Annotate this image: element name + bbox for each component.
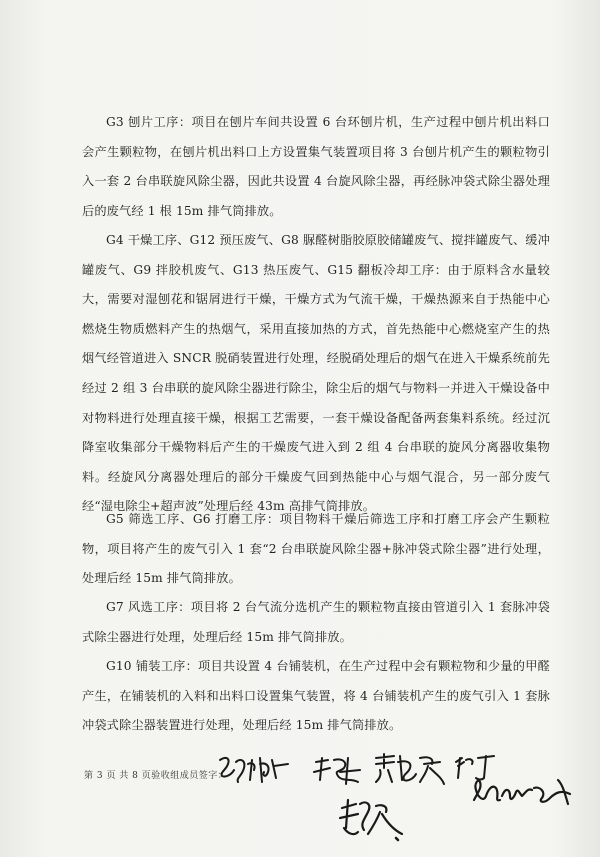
paragraph-g7: G7 风选工序：项目将 2 台气流分选机产生的颗粒物直接由管道引入 1 套脉冲袋式除尘器进行处理，处理后经 15m 排气筒排放。	[82, 600, 550, 644]
signature-5	[470, 770, 574, 814]
footer-signature-label: 第 3 页 共 8 页验收组成员签字：	[84, 771, 228, 781]
signature-3	[372, 750, 448, 788]
signature-6	[336, 794, 408, 844]
signature-1	[216, 752, 296, 788]
paragraph-g3: G3 刨片工序：项目在刨片车间共设置 6 台环刨片机，生产过程中刨片机出料口会产生颗粒物，在刨片机出料口上方设置集气装置项目将 3 台刨片机产生的颗粒物引入一套 2 台串联旋风除尘器，因此共设置 4 台旋风除尘器，再经脉冲袋式除尘器处理后的废气经 1 根 15m 排气筒排放。	[82, 115, 550, 218]
paragraph-g10: G10 铺装工序：项目共设置 4 台铺装机，在生产过程中会有颗粒物和少量的甲醛产生，在铺装机的入料和出料口设置集气装置，将 4 台铺装机产生的废气引入 1 套脉冲袋式除尘器装置进行处理，处理后经 15m 排气筒排放。	[82, 659, 550, 733]
paragraph-g4: G4 干燥工序、G12 预压废气、G8 脲醛树脂胶原胶储罐废气、搅拌罐废气、缓冲罐废气、G9 拌胶机废气、G13 热压废气、G15 翻板冷却工序：由于原料含水量较大，需要对湿刨花和锯屑进行干燥，干燥方式为气流干燥，干燥热源来自于热能中心燃烧生物质燃料产生的热烟气，采用直接加热的方式，首先热能中心燃烧室产生的热烟气经管道进入 SNCR 脱硝装置进行处理，经脱硝处理后的烟气在进入干燥系统前先经过 2 组 3 台串联的旋风除尘器进行除尘，除尘后的烟气与物料一并进入干燥设备中对物料进行处理直接干燥，根据工艺需要，一套干燥设备配备两套集料系统。经过沉降室收集部分干燥物料后产生的干燥废气进入到 2 组 4 台串联的旋风分离器收集物料。经旋风分离器处理后的部分干燥废气回到热能中心与烟气混合，另一部分废气经“湿电除尘+超声波”处理后经 43m 高排气筒排放。	[82, 233, 550, 514]
signature-2	[312, 754, 364, 788]
paragraph-g5: G5 筛选工序、G6 打磨工序：项目物料干燥后筛选工序和打磨工序会产生颗粒物，项目将产生的废气引入 1 套“2 台串联旋风除尘器+脉冲袋式除尘器”进行处理，处理后经 15m 排气筒排放。	[82, 512, 550, 586]
